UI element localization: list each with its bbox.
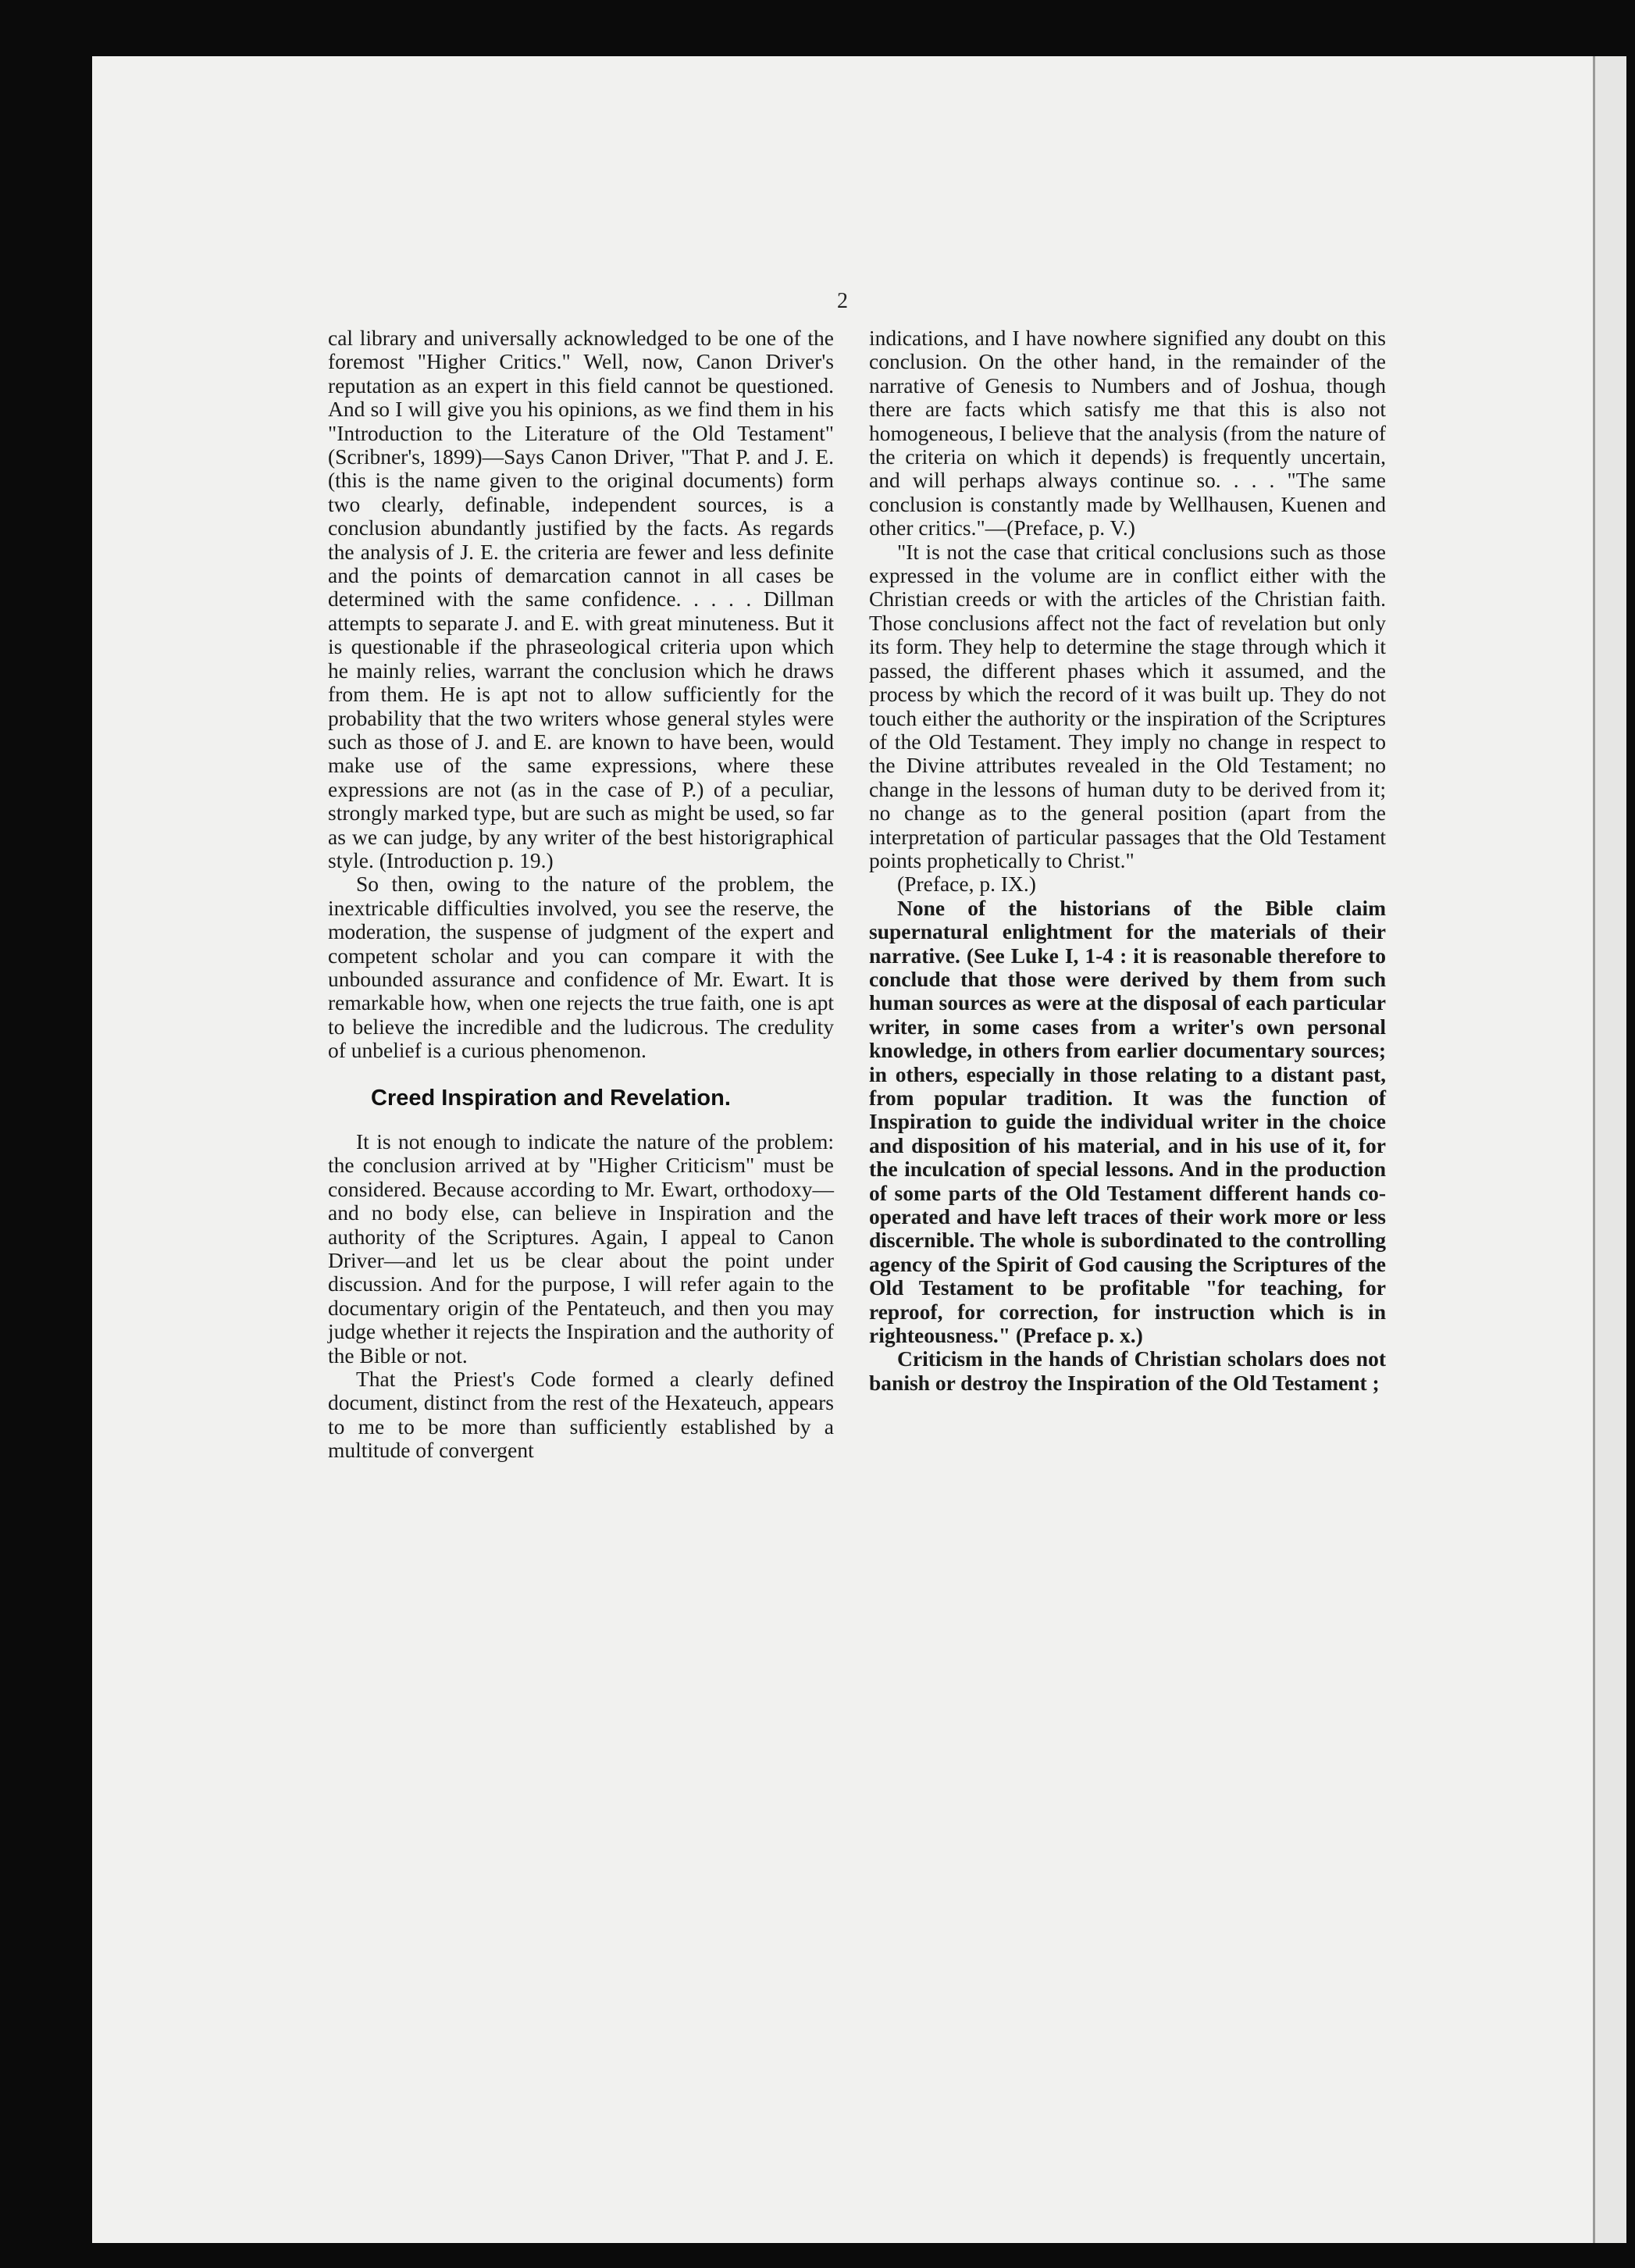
left-paragraph-1: cal library and universally acknowledged to be one of the foremost "Higher Critics." Well, now, Canon Driver's reputation as an expert in this field cannot be questioned. And so I will give you his opinions, as we find them in his "Introduction to the Literature of the Old Testament" (Scribner's, 1899)—Says Canon Driver, "That P. and J. E. (this is the name given to the original documents) form two clearly, definable, independent sources, is a conclusion abundantly justified by the facts. As regards the analysis of J. E. the criteria are fewer and less definite and the points of demarcation cannot in all cases be determined with the same confidence. . . . . Dillman attempts to separate J. and E. with great minuteness. But it is questionable if the phraseological criteria upon which he mainly relies, warrant the conclusion which he draws from them. He is apt not to allow sufficiently for the probability that the two writers whose general styles were such as those of J. and E. are known to have been, would make use of the same expressions, where these expressions are not (as in the case of P.) of a peculiar, strongly marked type, but are such as might be used, so far as we can judge, by any writer of the best historigraphical style. (Introduction p. 19.) [328, 326, 834, 872]
page-edge-strip [1593, 56, 1626, 2243]
left-paragraph-4: That the Priest's Code formed a clearly defined document, distinct from the rest of the Hexateuch, appears to me to be more than sufficiently established by a multitude of convergent [328, 1367, 834, 1463]
right-paragraph-4: Criticism in the hands of Christian scholars does not banish or destroy the Inspiration of the Old Testament ; [869, 1346, 1386, 1395]
right-paragraph-3: None of the historians of the Bible claim supernatural enlightment for the materials of their narrative. (See Luke I, 1-4 : it is reasonable therefore to conclude that those were derived by them from such human sources as were at the disposal of each particular writer, in some cases from a writer's own personal knowledge, in others from earlier documentary sources; in others, especially in those relating to a distant past, from popular tradition. It was the function of Inspiration to guide the individual writer in the choice and disposition of his material, and in his use of it, for the inculcation of special lessons. And in the production of some parts of the Old Testament different hands co-operated and have left traces of their work more or less discernible. The whole is subordinated to the controlling agency of the Spirit of God causing the Scriptures of the Old Testament to be profitable "for teaching, for reproof, for correction, for instruction which is in righteousness." (Preface p. x.) [869, 895, 1386, 1348]
left-column [328, 326, 834, 1463]
right-paragraph-2: "It is not the case that critical conclusions such as those expressed in the volume are in conflict either with the Christian creeds or with the articles of the Christian faith. Those conclusions affect not the fact of revelation but only its form. They help to determine the stage through which it passed, the different phases which it assumed, and the process by which the record of it was built up. They do not touch either the authority or the inspiration of the Scriptures of the Old Testament. They imply no change in respect to the Divine attributes revealed in the Old Testament; no change in the lessons of human duty to be derived from it; no change as to the general position (apart from the interpretation of particular passages that the Old Testament points prophetically to Christ." [869, 539, 1386, 872]
right-paragraph-1: indications, and I have nowhere signified any doubt on this conclusion. On the other hand, in the remainder of the narrative of Genesis to Numbers and of Joshua, though there are facts which satisfy me that this is also not homogeneous, I believe that the analysis (from the nature of the criteria on which it depends) is frequently uncertain, and will perhaps always continue so. . . . "The same conclusion is constantly made by Wellhausen, Kuenen and other critics."—(Preface, p. V.) [869, 326, 1386, 540]
right-column [869, 326, 1386, 1395]
left-paragraph-2: So then, owing to the nature of the problem, the inextricable difficulties involved, you see the reserve, the moderation, the suspense of judgment of the expert and competent scholar and you can compare it with the unbounded assurance and confidence of Mr. Ewart. It is remarkable how, when one rejects the true faith, one is apt to believe the incredible and the ludicrous. The credulity of unbelief is a curious phenomenon. [328, 872, 834, 1063]
page-number: 2 [837, 289, 848, 313]
section-heading: Creed Inspiration and Revelation. [371, 1085, 731, 1111]
document-page [92, 56, 1623, 2243]
left-paragraph-3: It is not enough to indicate the nature of the problem: the conclusion arrived at by "Higher Criticism" must be considered. Because according to Mr. Ewart, orthodoxy—and no body else, can believe in Inspiration and the authority of the Scriptures. Again, I appeal to Canon Driver—and let us be clear about the point under discussion. And for the purpose, I will refer again to the documentary origin of the Pentateuch, and then you may judge whether it rejects the Inspiration and the authority of the Bible or not. [328, 1129, 834, 1368]
right-citation: (Preface, p. IX.) [897, 872, 1036, 897]
